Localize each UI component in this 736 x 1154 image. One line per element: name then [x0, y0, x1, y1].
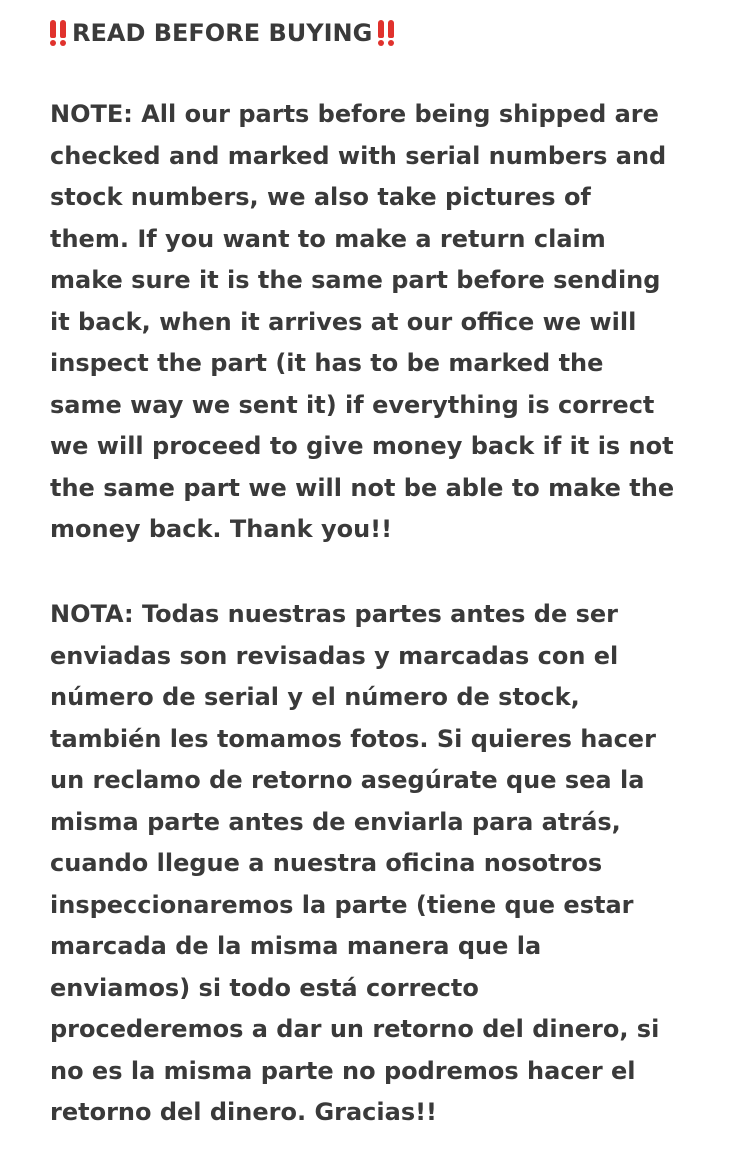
english-note-line: the same part we will not be able to make the: [50, 473, 675, 502]
spanish-note-line: cuando llegue a nuestra oficina nosotros: [50, 849, 603, 877]
spanish-note: [50, 594, 659, 1134]
spanish-note-line: enviamos) si todo está correcto: [50, 973, 479, 1002]
english-note-line: them. If you want to make a return claim: [50, 224, 606, 253]
english-note-line: make sure it is the same part before sending: [50, 266, 661, 294]
spanish-note-line: no es la misma parte no podremos hacer el: [50, 1056, 636, 1085]
spanish-note-line: misma parte antes de enviarla para atrás,: [50, 807, 621, 836]
spanish-note-line: retorno del dinero. Gracias!!: [50, 1098, 437, 1126]
spanish-note-line: número de serial y el número de stock,: [50, 683, 580, 711]
double-exclamation-icon: [50, 20, 66, 46]
spanish-note-line: procederemos a dar un retorno del dinero, si: [50, 1015, 660, 1043]
english-note-line: we will proceed to give money back if it is not: [50, 432, 674, 460]
double-exclamation-icon: [378, 20, 394, 46]
english-note: [50, 94, 674, 551]
spanish-note-line: también les tomamos fotos. Si quieres hacer: [50, 724, 656, 753]
english-note-line: NOTE: All our parts before being shipped are: [50, 100, 659, 128]
spanish-note-line: enviadas son revisadas y marcadas con el: [50, 641, 619, 670]
spanish-note-line: marcada de la misma manera que la: [50, 932, 542, 960]
english-note-line: money back. Thank you!!: [50, 515, 393, 543]
english-note-line: checked and marked with serial numbers and: [50, 141, 667, 170]
header-title: READ BEFORE BUYING: [72, 19, 373, 47]
english-note-line: inspect the part (it has to be marked the: [50, 349, 604, 377]
english-note-line: same way we sent it) if everything is correct: [50, 390, 655, 419]
spanish-note-line: un reclamo de retorno asegúrate que sea la: [50, 766, 645, 794]
notice-header: [50, 14, 394, 52]
spanish-note-line: NOTA: Todas nuestras partes antes de ser: [50, 600, 619, 628]
english-note-line: it back, when it arrives at our office we will: [50, 307, 637, 336]
english-note-line: stock numbers, we also take pictures of: [50, 183, 591, 211]
spanish-note-line: inspeccionaremos la parte (tiene que estar: [50, 890, 634, 919]
